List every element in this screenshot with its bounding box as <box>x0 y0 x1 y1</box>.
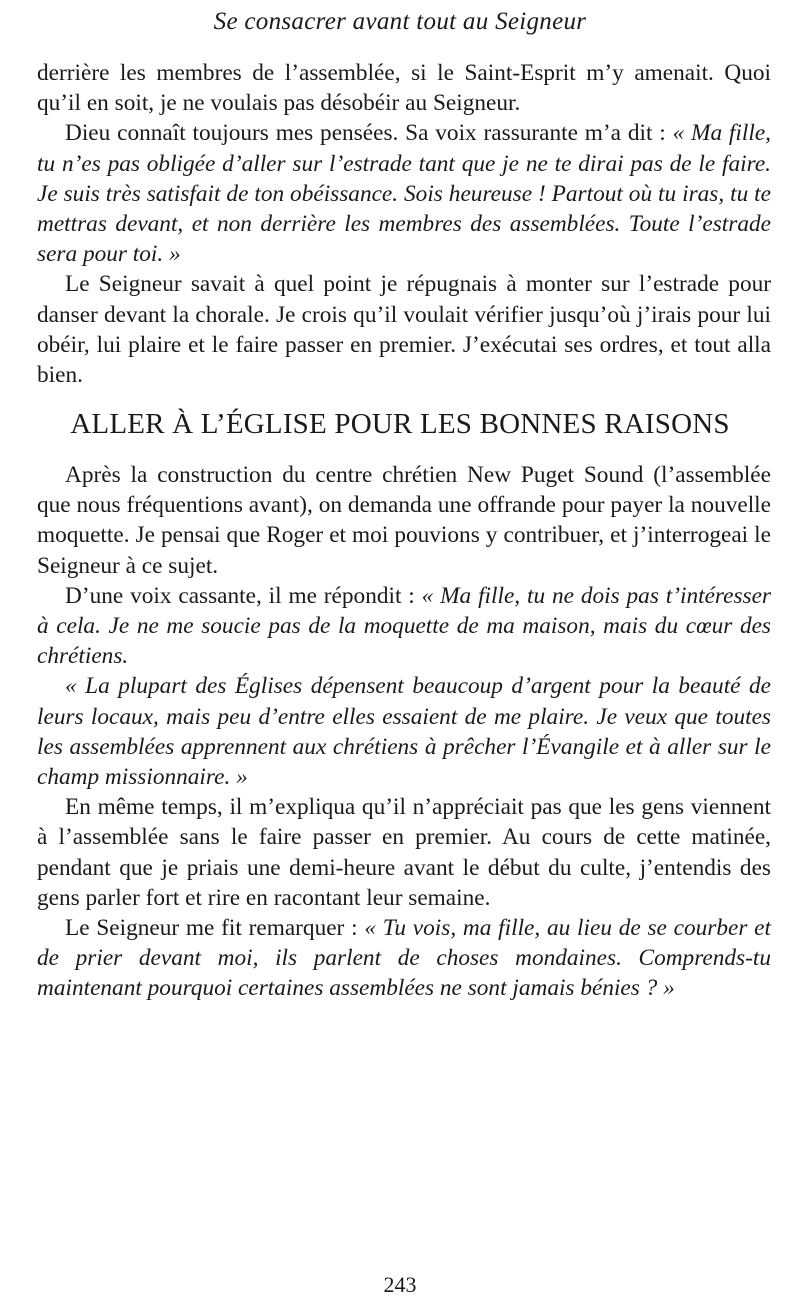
page-number: 243 <box>383 1272 417 1297</box>
paragraph-text: derrière les membres de l’assemblée, si le Saint-Esprit m’y amenait. Quoi qu’il en soit, je ne voulais pas désobéir au Seigneur. <box>37 60 771 117</box>
intro-text <box>37 58 771 390</box>
paragraph-text: D’une voix cassante, il me répondit : <box>65 582 422 609</box>
paragraph <box>37 460 771 581</box>
section-heading: ALLER À L’ÉGLISE POUR LES BONNES RAISONS <box>70 408 730 440</box>
section-text <box>37 460 771 1004</box>
quoted-speech: « La plupart des Églises dépensent beaucoup d’argent pour la beauté de leurs locaux, mais peu d’entre elles essaient de me plaire. Je veux que toutes les assemblées apprennent aux chrétiens à prêcher l’Évangile et à aller sur le champ missionnaire. » <box>37 673 771 791</box>
paragraph-text: Après la construction du centre chrétien New Puget Sound (l’assemblée que nous fréquentions avant), on demanda une offrande pour payer la nouvelle moquette. Je pensai que Roger et moi pouvions y contribuer, et j’interrogeai le Seigneur à ce sujet. <box>37 462 771 579</box>
quoted-speech: « Ma fille, tu ne dois pas t’intéresser à cela. Je ne me soucie pas de la moquette de ma maison, mais du cœur des chrétiens. <box>37 582 771 670</box>
running-head: Se consacrer avant tout au Seigneur <box>213 8 587 35</box>
paragraph <box>37 581 771 672</box>
paragraph-text: Le Seigneur savait à quel point je répugnais à monter sur l’estrade pour danser devant la chorale. Je crois qu’il voulait vérifier jusqu’où j’irais pour lui obéir, lui plaire et le faire passer en premier. J’exécutai ses ordres, et tout alla bien. <box>37 271 771 389</box>
paragraph <box>37 671 771 792</box>
quoted-speech: « Tu vois, ma fille, au lieu de se courber et de prier devant moi, ils parlent de choses mondaines. Comprends-tu maintenant pourquoi certaines assemblées ne sont jamais bénies ? » <box>37 915 771 1002</box>
paragraph-text: Le Seigneur me fit remarquer : <box>65 915 365 942</box>
paragraph <box>37 792 771 913</box>
paragraph <box>37 118 771 269</box>
paragraph <box>37 913 771 1004</box>
quoted-speech: « Ma fille, tu n’es pas obligée d’aller sur l’estrade tant que je ne te dirai pas de le faire. Je suis très satisfait de ton obéissance. Sois heureuse ! Partout où tu iras, tu te mettras devant, et non derrière les membres des assemblées. Toute l’estrade sera pour toi. » <box>37 120 771 268</box>
paragraph-text: En même temps, il m’expliqua qu’il n’appréciait pas que les gens viennent à l’assemblée sans le faire passer en premier. Au cours de cette matinée, pendant que je priais une demi-heure avant le début du culte, j’entendis des gens parler fort et rire en racontant leur semaine. <box>37 794 771 911</box>
paragraph-text: Dieu connaît toujours mes pensées. Sa voix rassurante m’a dit : <box>65 120 673 147</box>
paragraph <box>37 269 771 390</box>
paragraph <box>37 58 771 118</box>
